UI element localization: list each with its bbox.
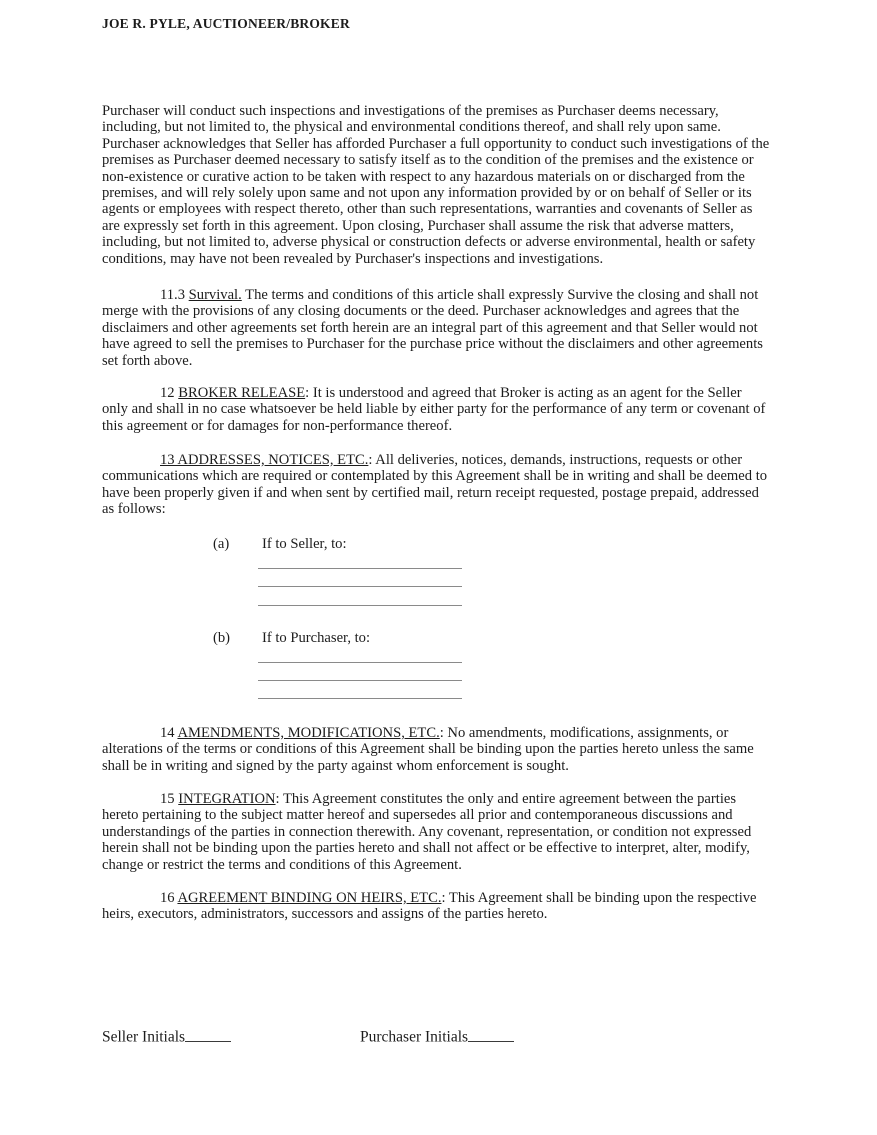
address-block-seller <box>213 536 347 552</box>
section-14-heading: AMENDMENTS, MODIFICATIONS, ETC. <box>177 725 440 741</box>
section-12-broker-release <box>102 385 770 434</box>
section-13-addresses-notices <box>102 452 770 518</box>
section-11-3-heading: Survival. <box>188 287 242 303</box>
section-13-heading: 13 ADDRESSES, NOTICES, ETC. <box>160 452 369 468</box>
section-14-amendments <box>102 725 770 774</box>
section-15-integration <box>102 791 770 873</box>
purchaser-initials-label: Purchaser Initials <box>360 1028 469 1046</box>
section-11-3-survival <box>102 287 770 369</box>
seller-address-blank-line-1 <box>258 568 462 569</box>
address-b-text: If to Purchaser, to: <box>262 630 371 646</box>
section-14-body: : No amendments, modifications, assignments, or alterations of the terms or conditions of this Agreement shall be binding upon the parties hereto unless the same shall be in writing and signed by the party against whom enforcement is sought. <box>102 725 754 774</box>
address-block-purchaser <box>213 630 370 646</box>
paragraph-inspections: Purchaser will conduct such inspections and investigations of the premises as Purchaser deems necessary, including, but not limited to, the physical and environmental conditions thereof, and shall rely upon same. Purchaser acknowledges that Seller has afforded Purchaser a full opportunity to conduct such investigations of the premises as Purchaser deemed necessary to satisfy itself as to the condition of the premises and the existence or non-existence or curative action to be taken with respect to any hazardous materials on or discharged from the premises, and will rely solely upon same and not upon any information provided by or on behalf of Seller or its agents or employees with respect thereto, other than such representations, warranties and covenants of Seller as are expressly set forth in this agreement. Upon closing, Purchaser shall assume the risk that adverse matters, including, but not limited to, adverse physical or construction defects or adverse environmental, health or safety conditions, may have not been revealed by Purchaser's inspections and investigations. <box>102 103 770 267</box>
address-b-label: (b) <box>213 630 231 646</box>
section-12-number: 12 <box>160 385 179 401</box>
purchaser-initials-blank <box>468 1026 514 1042</box>
purchaser-address-blank-line-3 <box>258 698 462 699</box>
document-header-title: JOE R. PYLE, AUCTIONEER/BROKER <box>102 16 350 31</box>
seller-address-blank-line-2 <box>258 586 462 587</box>
section-16-heading: AGREEMENT BINDING ON HEIRS, ETC. <box>177 890 442 906</box>
seller-initials-blank <box>185 1026 231 1042</box>
section-15-number: 15 <box>160 791 179 807</box>
purchaser-address-blank-line-1 <box>258 662 462 663</box>
section-11-3-number: 11.3 <box>160 287 189 303</box>
purchaser-initials <box>360 1026 514 1047</box>
section-16-binding-on-heirs <box>102 890 770 923</box>
address-a-text: If to Seller, to: <box>262 536 347 552</box>
section-15-body: : This Agreement constitutes the only and entire agreement between the parties hereto pertaining to the subject matter hereof and supersedes all prior and contemporaneous discussions and understandings of the parties in connection therewith. Any covenant, representation, or condition not expressed herein shall not be binding upon the parties hereto and shall not affect or be effective to interpret, alter, modify, change or restrict the terms and conditions of this Agreement. <box>102 791 752 873</box>
section-15-heading: INTEGRATION <box>178 791 276 807</box>
address-a-label: (a) <box>213 536 230 552</box>
section-16-number: 16 <box>160 890 178 906</box>
seller-address-blank-line-3 <box>258 605 462 606</box>
section-12-body: : It is understood and agreed that Broker is acting as an agent for the Seller only and shall in no case whatsoever be held liable by either party for the performance of any term or covenant of this agreement or for damages for non-performance thereof. <box>102 385 766 434</box>
section-12-heading: BROKER RELEASE <box>178 385 306 401</box>
seller-initials <box>102 1026 231 1047</box>
section-14-number: 14 <box>160 725 178 741</box>
section-11-3-body: The terms and conditions of this article shall expressly Survive the closing and shall not merge with the provisions of any closing documents or the deed. Purchaser acknowledges and agrees that the disclaimers and other agreements set forth herein are an integral part of this agreement and that Seller would not have agreed to sell the premises to Purchaser for the purchase price without the disclaimers and other agreements set forth above. <box>102 287 763 369</box>
seller-initials-label: Seller Initials <box>102 1028 186 1046</box>
section-13-body: : All deliveries, notices, demands, instructions, requests or other communications which are required or contemplated by this Agreement shall be in writing and shall be deemed to have been properly given if and when sent by certified mail, return receipt requested, postage prepaid, addressed as follows: <box>102 452 768 518</box>
section-16-body: : This Agreement shall be binding upon the respective heirs, executors, administrators, successors and assigns of the parties hereto. <box>102 890 757 923</box>
purchaser-address-blank-line-2 <box>258 680 462 681</box>
